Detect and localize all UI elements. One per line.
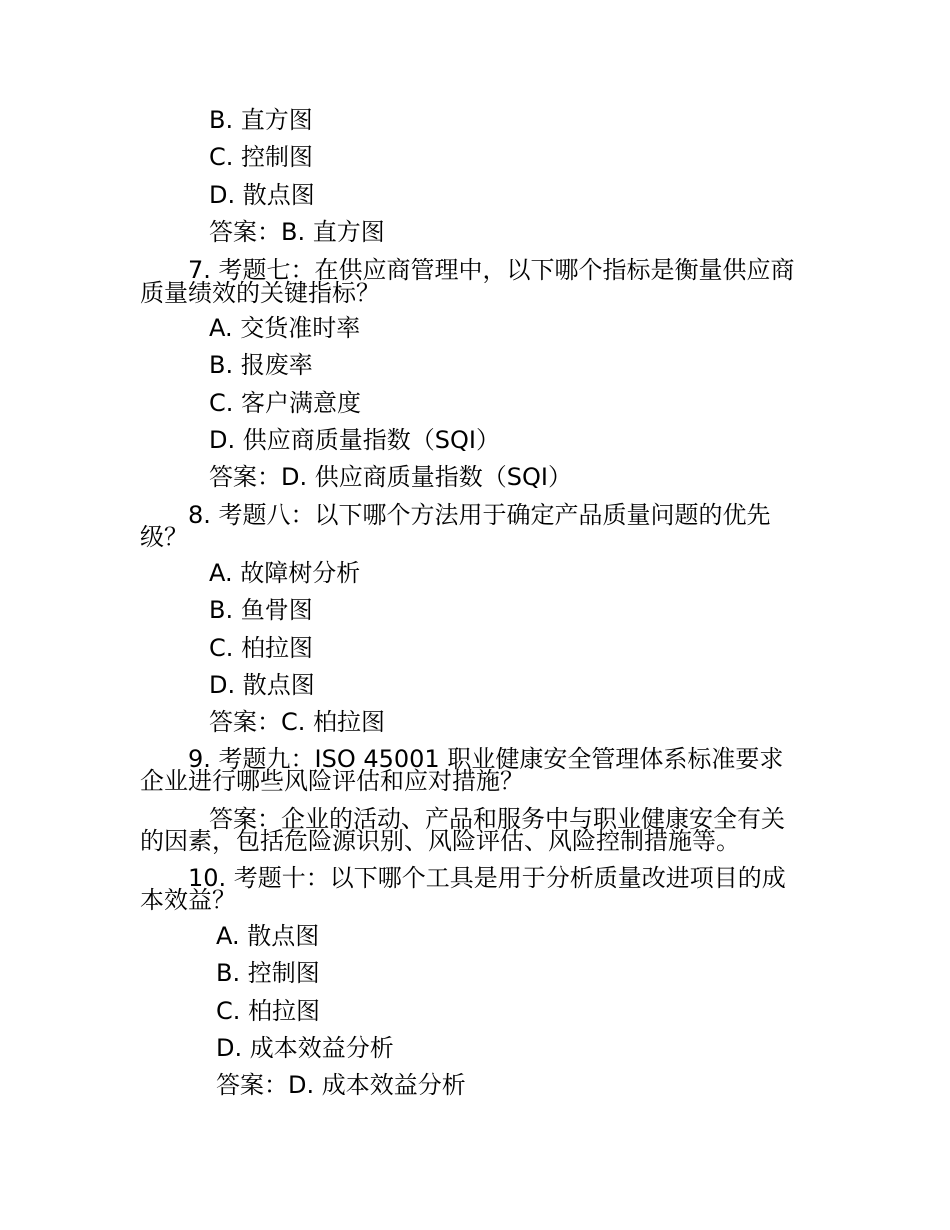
- q9-question-line1: 9. 考题九：ISO 45001 职业健康安全管理体系标准要求: [188, 745, 784, 773]
- q7-option-d: D. 供应商质量指数（SQI）: [209, 426, 500, 454]
- q6-option-b: B. 直方图: [209, 106, 313, 134]
- q6-option-d: D. 散点图: [209, 181, 315, 209]
- q10-question-line1: 10. 考题十：以下哪个工具是用于分析质量改进项目的成: [188, 864, 786, 892]
- q7-answer: 答案：D. 供应商质量指数（SQI）: [209, 463, 572, 491]
- q7-option-a: A. 交货准时率: [209, 314, 361, 342]
- q7-question-line1: 7. 考题七：在供应商管理中，以下哪个指标是衡量供应商: [188, 256, 795, 284]
- q10-answer: 答案：D. 成本效益分析: [216, 1071, 466, 1099]
- q7-question-line2: 质量绩效的关键指标？: [140, 279, 380, 307]
- q10-question-line2: 本效益？: [140, 886, 236, 914]
- q9-question-line2: 企业进行哪些风险评估和应对措施？: [140, 767, 524, 795]
- q10-option-d: D. 成本效益分析: [216, 1034, 394, 1062]
- q6-option-c: C. 控制图: [209, 143, 314, 171]
- q8-answer: 答案：C. 柏拉图: [209, 708, 386, 736]
- q8-question-line1: 8. 考题八：以下哪个方法用于确定产品质量问题的优先: [188, 501, 771, 529]
- q9-answer-line2: 的因素，包括危险源识别、风险评估、风险控制措施等。: [140, 827, 740, 855]
- q6-answer: 答案：B. 直方图: [209, 218, 385, 246]
- q8-option-d: D. 散点图: [209, 671, 315, 699]
- q8-option-a: A. 故障树分析: [209, 559, 361, 587]
- q8-option-b: B. 鱼骨图: [209, 596, 313, 624]
- q8-question-line2: 级？: [140, 523, 188, 551]
- q7-option-c: C. 客户满意度: [209, 389, 362, 417]
- q7-option-b: B. 报废率: [209, 351, 313, 379]
- q10-option-c: C. 柏拉图: [216, 997, 321, 1025]
- q10-option-a: A. 散点图: [216, 922, 320, 950]
- q10-option-b: B. 控制图: [216, 959, 320, 987]
- q8-option-c: C. 柏拉图: [209, 634, 314, 662]
- q9-answer-line1: 答案：企业的活动、产品和服务中与职业健康安全有关: [209, 805, 785, 833]
